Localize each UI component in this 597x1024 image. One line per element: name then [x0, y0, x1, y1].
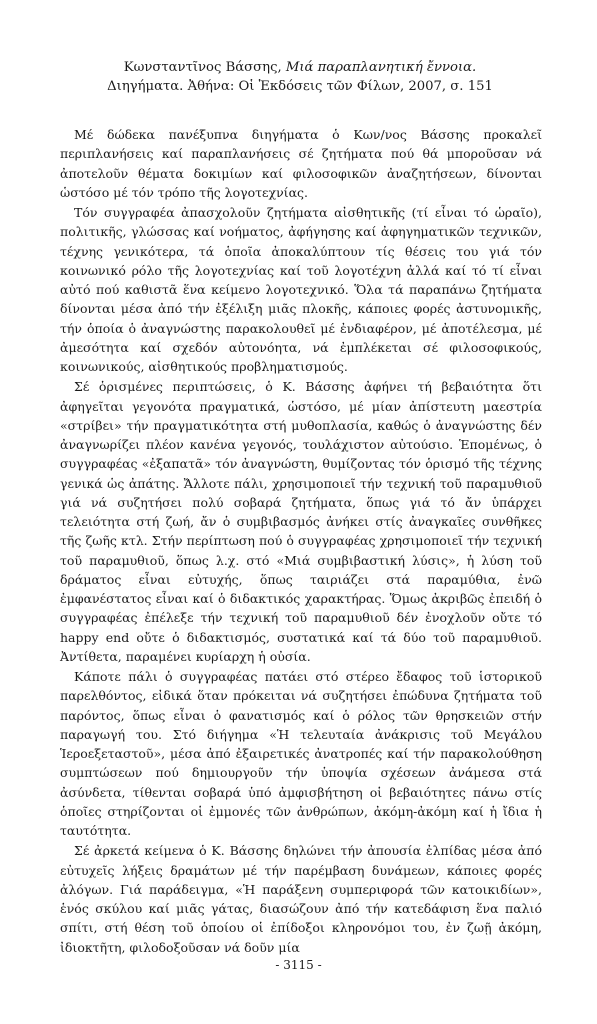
- publication-info: Διηγήματα. Ἀθήνα: Οἱ Ἐκδόσεις τῶν Φίλων, 2007, σ. 151: [107, 79, 493, 94]
- review-header: [60, 58, 540, 96]
- book-title: Μιά παραπλανητική ἔννοια.: [285, 60, 477, 75]
- book-citation-line: [60, 58, 540, 77]
- author-name: Κωνσταντῖνος Βάσσης,: [123, 60, 282, 75]
- paragraph: Τόν συγγραφέα ἀπασχολοῦν ζητήματα αἰσθητικῆς (τί εἶναι τό ὡραῖο), πολιτικῆς, γλώσσας καί νοήματος, ἀφήγησης καί ἀφηγηματικῶν τεχνικῶν, τέχνης γενικότερα, τά ὁποῖα ἀποκαλύπτουν τίς θέσεις του γιά τόν κοινωνικό ρόλο τῆς λογοτεχνίας καί τοῦ λογοτέχνη ἀλλά καί τό τί εἶναι αὐτό πού καθιστᾶ ἕνα κείμενο λογοτεχνικό. Ὅλα τά παραπάνω ζητήματα δίνονται μέσα ἀπό τήν ἐξέλιξη μιᾶς πλοκῆς, κάποιες φορές ἀστυνομικῆς, τήν ὁποία ὁ ἀναγνώστης παρακολουθεῖ μέ ἐνδιαφέρον, μέ ἀποτέλεσμα, μέ ἀμεσότητα καί σχεδόν αὐτονόητα, νά ἐμπλέκεται σέ φιλοσοφικούς, κοινωνικούς, αἰσθητικούς προβληματισμούς.: [60, 205, 542, 374]
- review-body: [60, 125, 542, 957]
- paragraph: Μέ δώδεκα πανέξυπνα διηγήματα ὁ Κων/νος Βάσσης προκαλεῖ περιπλανήσεις καί παραπλανήσεις σέ ζητήματα πού θά μποροῦσαν νά ἀποτελοῦν θέματα δοκιμίων καί φιλοσοφικῶν ἀναζητήσεων, δίνονται ὡστόσο μέ τόν τρόπο τῆς λογοτεχνίας.: [60, 127, 542, 200]
- paragraph: Σέ ἀρκετά κείμενα ὁ Κ. Βάσσης δηλώνει τήν ἀπουσία ἐλπίδας μέσα ἀπό εὐτυχεῖς λήξεις δραμάτων μέ τήν παρέμβαση δυνάμεων, κάποιες φορές ἀλόγων. Γιά παράδειγμα, «Ἡ παράξενη συμπεριφορά τῶν κατοικιδίων», ἑνός σκύλου καί μιᾶς γάτας, διασώζουν ἀπό τήν κατεδάφιση ἕνα παλιό σπίτι, στή θέση τοῦ ὁποίου οἱ ἐπίδοξοι κληρονόμοι του, ἐν ζωῇ ἀκόμη, ἰδιοκτῆτη, φιλοδοξοῦσαν νά δοῦν μία: [60, 843, 542, 955]
- paragraph: Κάποτε πάλι ὁ συγγραφέας πατάει στό στέρεο ἔδαφος τοῦ ἱστορικοῦ παρελθόντος, εἰδικά ὅταν πρόκειται νά συζητήσει ἐπώδυνα ζητήματα τοῦ παρόντος, ὅπως εἶναι ὁ φανατισμός καί ὁ ρόλος τῶν θρησκειῶν στήν παραγωγή του. Στό διήγημα «Ἡ τελευταία ἀνάκρισις τοῦ Μεγάλου Ἱεροεξεταστοῦ», μέσα ἀπό ἐξαιρετικές ἀνατροπές καί τήν παρακολούθηση συμπτώσεων πού δημιουργοῦν τήν ὑποψία σχέσεων ἀνάμεσα στά ἀσύνδετα, τίθενται σοβαρά ὑπό ἀμφισβήτηση οἱ βεβαιότητες πάνω στίς ὁποῖες στηρίζονται οἱ ἐμμονές τῶν ἀνθρώπων, ἀκόμη-ἀκόμη καί ἡ ἴδια ἡ ταυτότητα.: [60, 669, 542, 838]
- paragraph: Σέ ὁρισμένες περιπτώσεις, ὁ Κ. Βάσσης ἀφήνει τή βεβαιότητα ὅτι ἀφηγεῖται γεγονότα πραγματικά, ὡστόσο, μέ μίαν ἀπίστευτη μαεστρία «στρίβει» τήν πραγματικότητα στή μυθοπλασία, καθώς ὁ ἀναγνώστης δέν ἀναγνωρίζει πλέον κανένα γεγονός, τουλάχιστον αὐτούσιο. Ἑπομένως, ὁ συγγραφέας «ἐξαπατᾶ» τόν ἀναγνώστη, θυμίζοντας τόν ὁρισμό τῆς τέχνης γενικά ὡς ἀπάτης. Ἄλλοτε πάλι, χρησιμοποιεῖ τήν τεχνική τοῦ παραμυθιοῦ γιά νά συζητήσει πολύ σοβαρά ζητήματα, ὅπως γιά τό ἄν ὑπάρχει τελειότητα στή ζωή, ἄν ὁ συμβιβασμός ἀνήκει στίς ἀναγκαῖες συνθῆκες τῆς ζωῆς κτλ. Στήν περίπτωση πού ὁ συγγραφέας χρησιμοποιεῖ τήν τεχνική τοῦ παραμυθιοῦ, ὅπως λ.χ. στό «Μιά συμβιβαστική λύσις», ἡ λύση τοῦ δράματος εἶναι εὐτυχής, ὅπως ταιριάζει στά παραμύθια, ἐνῶ ἐμφανέστατος εἶναι καί ὁ διδακτικός χαρακτήρας. Ὅμως ἀκριβῶς ἐπειδή ὁ συγγραφέας ἐπέλεξε τήν τεχνική τοῦ παραμυθιοῦ δέν ἐνοχλοῦν οὔτε τό happy end οὔτε ὁ διδακτισμός, συστατικά καί τά δύο τοῦ παραμυθιοῦ. Ἀντίθετα, παραμένει κυρίαρχη ἡ οὐσία.: [60, 379, 542, 664]
- page-number: - 3115 -: [275, 958, 322, 972]
